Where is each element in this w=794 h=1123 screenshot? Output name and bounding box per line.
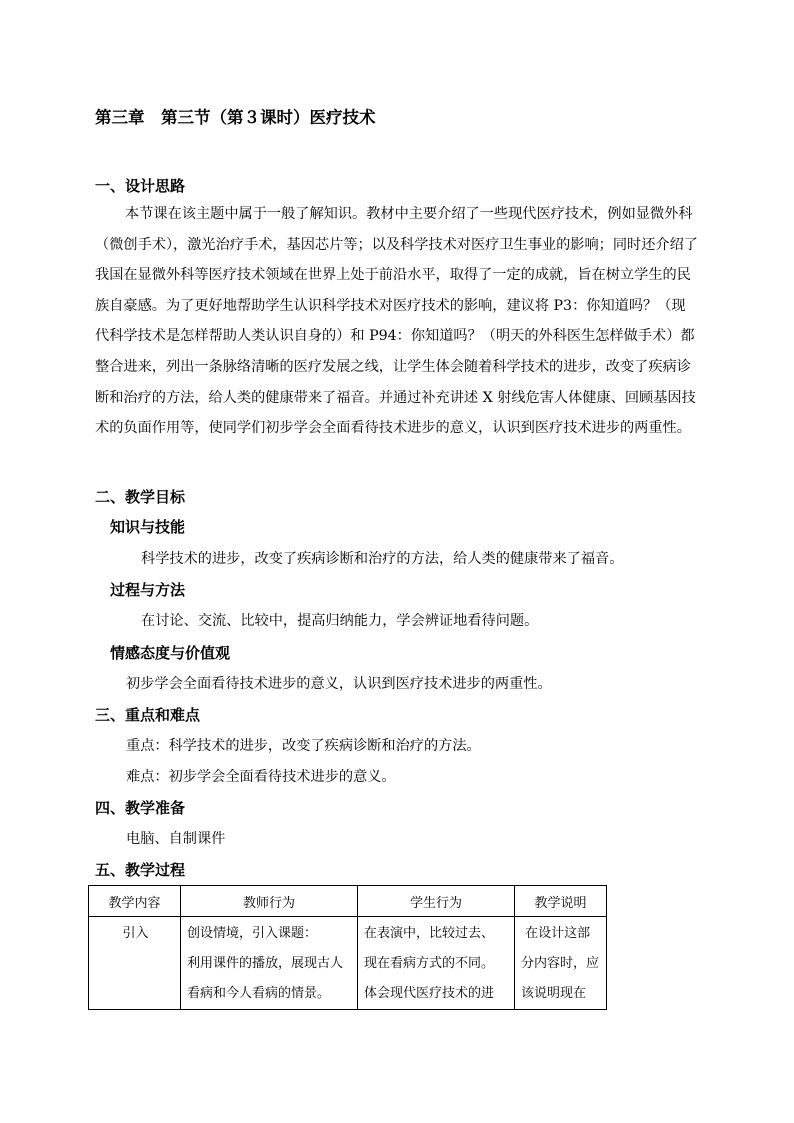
note-line: 分内容时，应 [521,956,600,971]
column-header-teacher: 教师行为 [181,886,358,917]
page-title: 第三章 第三节（第３课时）医疗技术 [95,108,376,127]
subheading-process: 过程与方法 [110,581,186,599]
section-heading-goals: 二、教学目标 [95,488,186,506]
table-row [89,917,607,1010]
section-heading-key-points: 三、重点和难点 [95,706,201,724]
subheading-emotion: 情感态度与价值观 [110,644,231,662]
design-paragraph-text: 本节课在该主题中属于一般了解知识。教材中主要介绍了一些现代医疗技术，例如显微外科（微创手术），激光治疗手术，基因芯片等；以及科学技术对医疗卫生事业的影响；同时还介绍了我国在显微外科等医疗技术领域在世界上处于前沿水平，取得了一定的成就，旨在树立学生的民族自豪感。为了更好地帮助学生认识科学技术对医疗技术的影响，建议将 P3：你知道吗？（现代科学技术是怎样帮助人类认识自身的）和 P94：你知道吗？（明天的外科医生怎样做手术）都整合进来，列出一条脉络清晰的医疗发展之线，让学生体会随着科学技术的进步，改变了疾病诊断和治疗的方法，给人类的健康带来了福音。并通过补充讲述 X 射线危害人体健康、回顾基因技术的负面作用等，使同学们初步学会全面看待技术进步的意义，认识到医疗技术进步的两重性。 [95,206,698,437]
student-line: 在表演中，比较过去、 [364,926,495,941]
note-line: 该说明现在 [521,986,587,1001]
student-line: 体会现代医疗技术的进 [364,986,495,1001]
process-text: 在讨论、交流、比较中，提高归纳能力，学会辨证地看待问题。 [141,613,539,629]
emotion-text: 初步学会全面看待技术进步的意义，认识到医疗技术进步的两重性。 [126,676,552,692]
note-line: 在设计这部 [521,926,591,941]
student-line: 现在看病方式的不同。 [364,956,495,971]
column-header-content: 教学内容 [89,886,181,917]
subheading-knowledge: 知识与技能 [110,518,186,536]
table-header-row [89,886,607,917]
prep-text: 电脑、自制课件 [126,831,226,847]
teacher-line: 利用课件的播放，展现古人 [187,956,344,971]
difficult-point-text: 难点：初步学会全面看待技术进步的意义。 [126,769,396,785]
teacher-line: 看病和今人看病的情景。 [187,986,331,1001]
column-header-note: 教学说明 [515,886,607,917]
key-point-text: 重点：科学技术的进步，改变了疾病诊断和治疗的方法。 [126,738,481,754]
cell-content-text: 引入 [122,926,149,941]
cell-content [89,917,181,1010]
teaching-process-table [88,885,607,1010]
section-heading-process: 五、教学过程 [95,861,186,879]
cell-note [515,917,607,1010]
knowledge-text: 科学技术的进步，改变了疾病诊断和治疗的方法，给人类的健康带来了福音。 [141,551,624,567]
cell-student [358,917,515,1010]
teacher-line: 创设情境，引入课题： [187,926,318,941]
design-paragraph [95,199,699,444]
cell-teacher [181,917,358,1010]
column-header-student: 学生行为 [358,886,515,917]
section-heading-prep: 四、教学准备 [95,799,186,817]
section-heading-design: 一、设计思路 [95,177,186,195]
